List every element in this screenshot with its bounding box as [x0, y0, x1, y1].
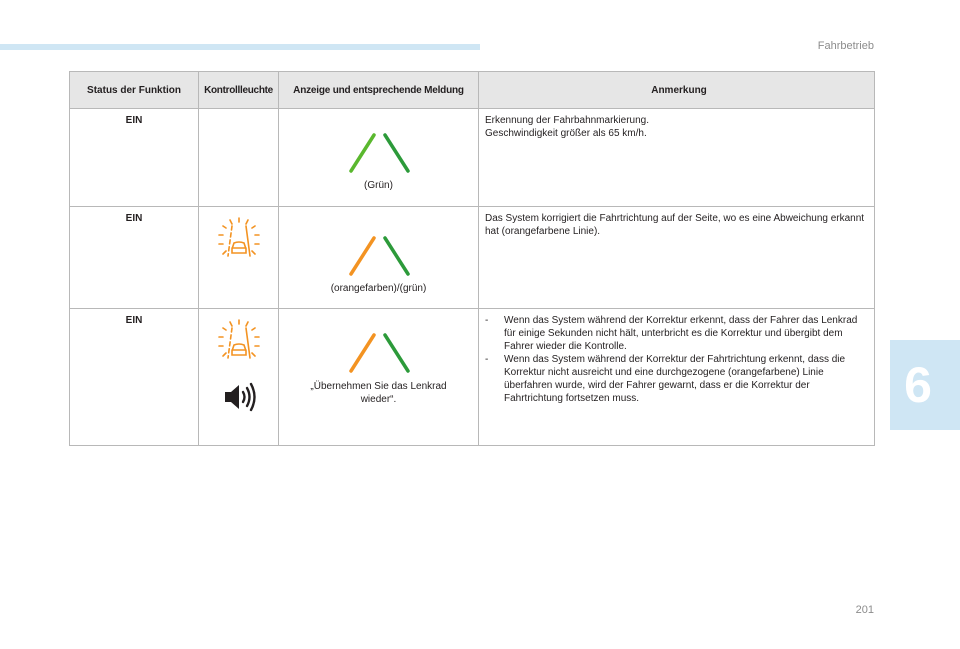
lane-keep-warning-icon [217, 318, 261, 364]
lane-keep-warning-icon [217, 216, 261, 262]
speaker-sound-icon [222, 382, 256, 412]
bullet-text: Wenn das System während der Korrektur der Fahrtrichtung erkennt, dass die Korrektur nicht ausreicht und eine durchgezogene (orangefarbene) Linie überfahren wurde, wird der Fahrer gewarnt, dass er die Korrektur der Fahrtrichtung fortsetzen muss. [504, 354, 846, 404]
chapter-number: 6 [904, 357, 932, 413]
display-cell [279, 309, 479, 446]
header-accent-bar [0, 44, 480, 50]
table-row [70, 109, 875, 207]
note-bullet [485, 353, 868, 405]
bullet-text: Wenn das System während der Korrektur erkennt, dass der Fahrer das Lenkrad für einige Sekunden nicht hält, unterbricht es die Korrektur und übergibt dem Fahrer wieder die Kontrolle. [504, 315, 858, 352]
chapter-title: Fahrbetrieb [817, 40, 874, 52]
note-cell [479, 207, 875, 309]
lane-lines-orange-green-icon [319, 229, 439, 277]
display-cell [279, 109, 479, 207]
note-line: Das System korrigiert die Fahrtrichtung auf der Seite, wo es eine Abweichung erkannt hat (orangefarbene Linie). [485, 213, 865, 237]
display-caption: „Übernehmen Sie das Lenkrad wieder“. [310, 381, 447, 405]
display-caption: (orangefarben)/(grün) [330, 283, 427, 294]
chapter-tab [890, 340, 960, 430]
status-cell: EIN [70, 309, 199, 446]
note-cell [479, 309, 875, 446]
table-row [70, 207, 875, 309]
header-status: Status der Funktion [70, 72, 199, 109]
note-line: Erkennung der Fahrbahnmarkierung. [485, 115, 649, 126]
function-status-table [69, 71, 875, 446]
display-caption: (Grün) [364, 180, 393, 191]
header-lamp: Kontrollleuchte [199, 72, 279, 109]
table-header-row [70, 72, 875, 109]
lane-lines-green-icon [319, 126, 439, 174]
lamp-cell [199, 109, 279, 207]
page-number: 201 [855, 604, 874, 616]
header-note: Anmerkung [479, 72, 875, 109]
table-row [70, 309, 875, 446]
display-cell [279, 207, 479, 309]
lamp-cell [199, 207, 279, 309]
note-line: Geschwindigkeit größer als 65 km/h. [485, 128, 647, 139]
header-display: Anzeige und entsprechende Meldung [279, 72, 479, 109]
status-cell: EIN [70, 207, 199, 309]
status-cell: EIN [70, 109, 199, 207]
bullet-dash: - [485, 354, 489, 365]
note-cell [479, 109, 875, 207]
bullet-dash: - [485, 315, 489, 326]
lamp-cell [199, 309, 279, 446]
lane-lines-orange-green-icon [319, 326, 439, 374]
note-bullet [485, 314, 868, 353]
